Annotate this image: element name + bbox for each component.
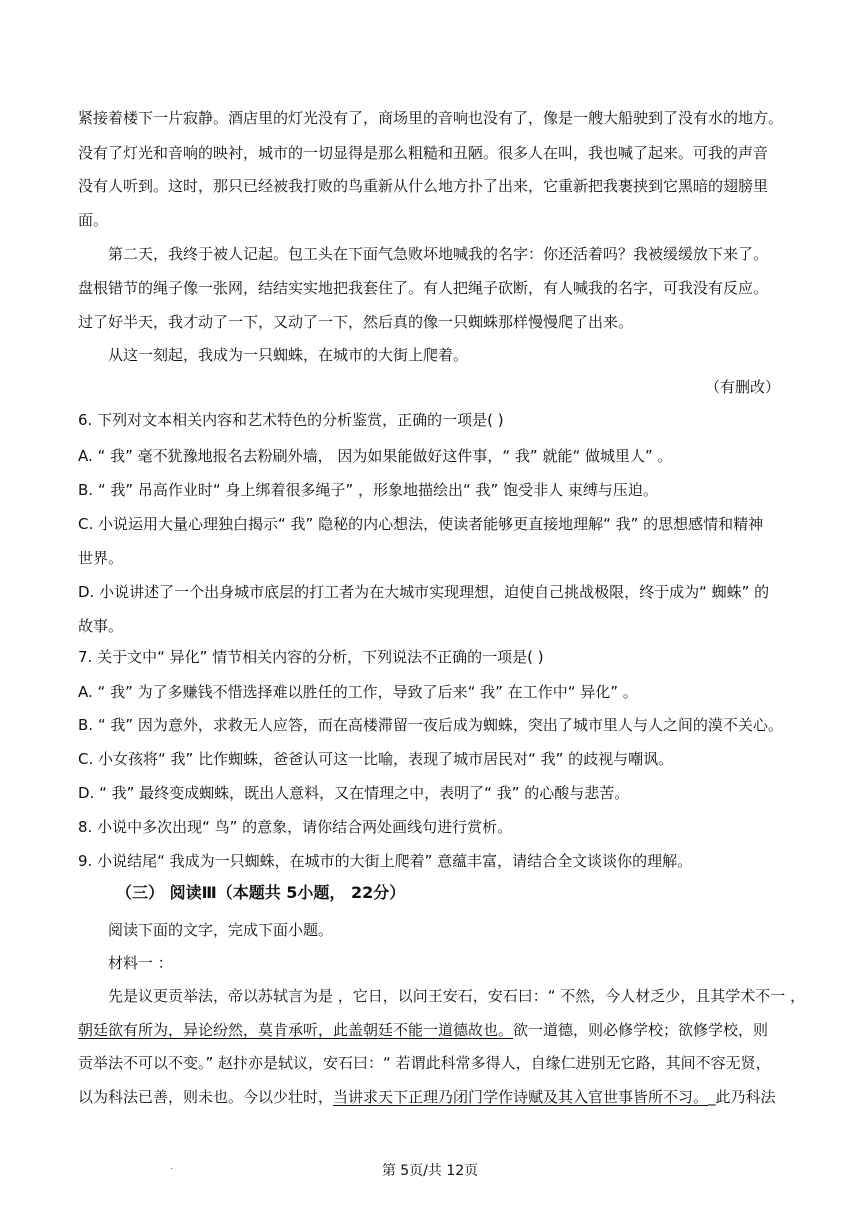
material-line: [78, 1020, 768, 1040]
question-8: 8. 小说中多次出现“ 鸟” 的意象，请你结合两处画线句进行赏析。: [78, 818, 513, 836]
underlined-sentence: 朝廷欲有所为，异论纷然，莫肯承听，此盖朝廷不能一道德故也。: [78, 1021, 514, 1039]
reading-instruction: 阅读下面的文字，完成下面小题。: [108, 921, 334, 939]
material-line: [78, 1087, 776, 1107]
question-7-option-c: C. 小女孩将“ 我” 比作蜘蛛，爸爸认可这一比喻，表现了城市居民对“ 我” 的歧视与嘲讽。: [78, 750, 674, 768]
question-6-option-d: D. 小说讲述了一个出身城市底层的打工者为在大城市实现理想，迫使自己挑战极限，终于成为“ 蜘蛛” 的: [78, 583, 770, 601]
underscore-mark: _: [708, 1088, 716, 1106]
question-6-option-a: A. “ 我” 毫不犹豫地报名去粉刷外墙， 因为如果能做好这件事，“ 我” 就能“ 做城里人” 。: [78, 447, 673, 465]
passage-line: 紧接着楼下一片寂静。酒店里的灯光没有了，商场里的音响也没有了，像是一艘大船驶到了没有水的地方。: [78, 109, 784, 127]
passage-line: 没有人听到。这时，那只已经被我打败的鸟重新从什么地方扑了出来，它重新把我裹挟到它黑暗的翅膀里: [78, 177, 769, 195]
question-6-option-c-cont: 世界。: [78, 549, 124, 567]
question-6-option-d-cont: 故事。: [78, 617, 124, 635]
question-9: 9. 小说结尾“ 我成为一只蜘蛛，在城市的大街上爬着” 意蕴丰富，请结合全文谈谈你的理解。: [78, 852, 693, 870]
passage-line: 没有了灯光和音响的映衬，城市的一切显得是那么粗糙和丑陋。很多人在叫，我也喊了起来。可我的声音: [78, 144, 769, 162]
material-label: 材料一 ：: [108, 954, 173, 972]
section-heading: （三） 阅读Ⅲ（本题共 5小题， 22分）: [116, 883, 406, 902]
passage-line: 过了好半天，我才动了一下，又动了一下，然后真的像一只蜘蛛那样慢慢爬了出来。: [78, 313, 634, 331]
question-6-option-b: B. “ 我” 吊高作业时“ 身上绑着很多绳子” ，形象地描绘出“ 我” 饱受非人 束缚与压迫。: [78, 481, 658, 499]
material-line: 贡举法不可以不变。” 赵抃亦是轼议，安石曰：“ 若谓此科常多得人，自缘仁进别无它路，其间不容无贤，: [78, 1054, 771, 1072]
question-6-option-c: C. 小说运用大量心理独白揭示“ 我” 隐秘的内心想法，使读者能够更直接地理解“ 我” 的思想感情和精神: [78, 515, 764, 533]
question-7-stem: 7. 关于文中“ 异化” 情节相关内容的分析，下列说法不正确的一项是( ): [78, 648, 544, 666]
question-7-option-a: A. “ 我” 为了多赚钱不惜选择难以胜任的工作，导致了后来“ 我” 在工作中“ 异化” 。: [78, 683, 638, 701]
question-7-option-b: B. “ 我” 因为意外，求救无人应答，而在高楼滞留一夜后成为蜘蛛，突出了城市里人与人之间的漠不关心。: [78, 716, 783, 734]
edited-note: （有删改）: [704, 378, 780, 396]
material-line: 先是议更贡举法，帝以苏轼言为是 ，它日，以问王安石，安石曰：“ 不然，今人材乏少，且其学术不一 ，: [108, 987, 806, 1005]
material-text: 以为科法已善，则未也。今以少壮时，: [78, 1088, 334, 1106]
passage-line: 第二天，我终于被人记起。包工头在下面气急败坏地喊我的名字：你还活着吗？我被缓缓放下来了。: [108, 245, 769, 263]
stray-dot: ·: [170, 1164, 174, 1175]
passage-line: 盘根错节的绳子像一张网，结结实实地把我套住了。有人把绳子砍断，有人喊我的名字，可我没有反应。: [78, 279, 769, 297]
question-6-stem: 6. 下列对文本相关内容和艺术特色的分析鉴赏，正确的一项是( ): [78, 411, 504, 429]
question-7-option-d: D. “ 我” 最终变成蜘蛛，既出人意料，又在情理之中，表明了“ 我” 的心酸与悲苦。: [78, 784, 630, 802]
underlined-sentence: 当讲求天下正理乃闭门学作诗赋及其入官世事皆所不习。: [333, 1088, 709, 1106]
material-text: 欲一道德，则必修学校；欲修学校，则: [513, 1021, 769, 1039]
passage-line: 从这一刻起，我成为一只蜘蛛，在城市的大街上爬着。: [108, 346, 469, 364]
page-number: 第 5页/共 12页: [381, 1163, 479, 1179]
material-text: 此乃科法: [715, 1088, 776, 1106]
passage-line: 面。: [78, 211, 109, 229]
